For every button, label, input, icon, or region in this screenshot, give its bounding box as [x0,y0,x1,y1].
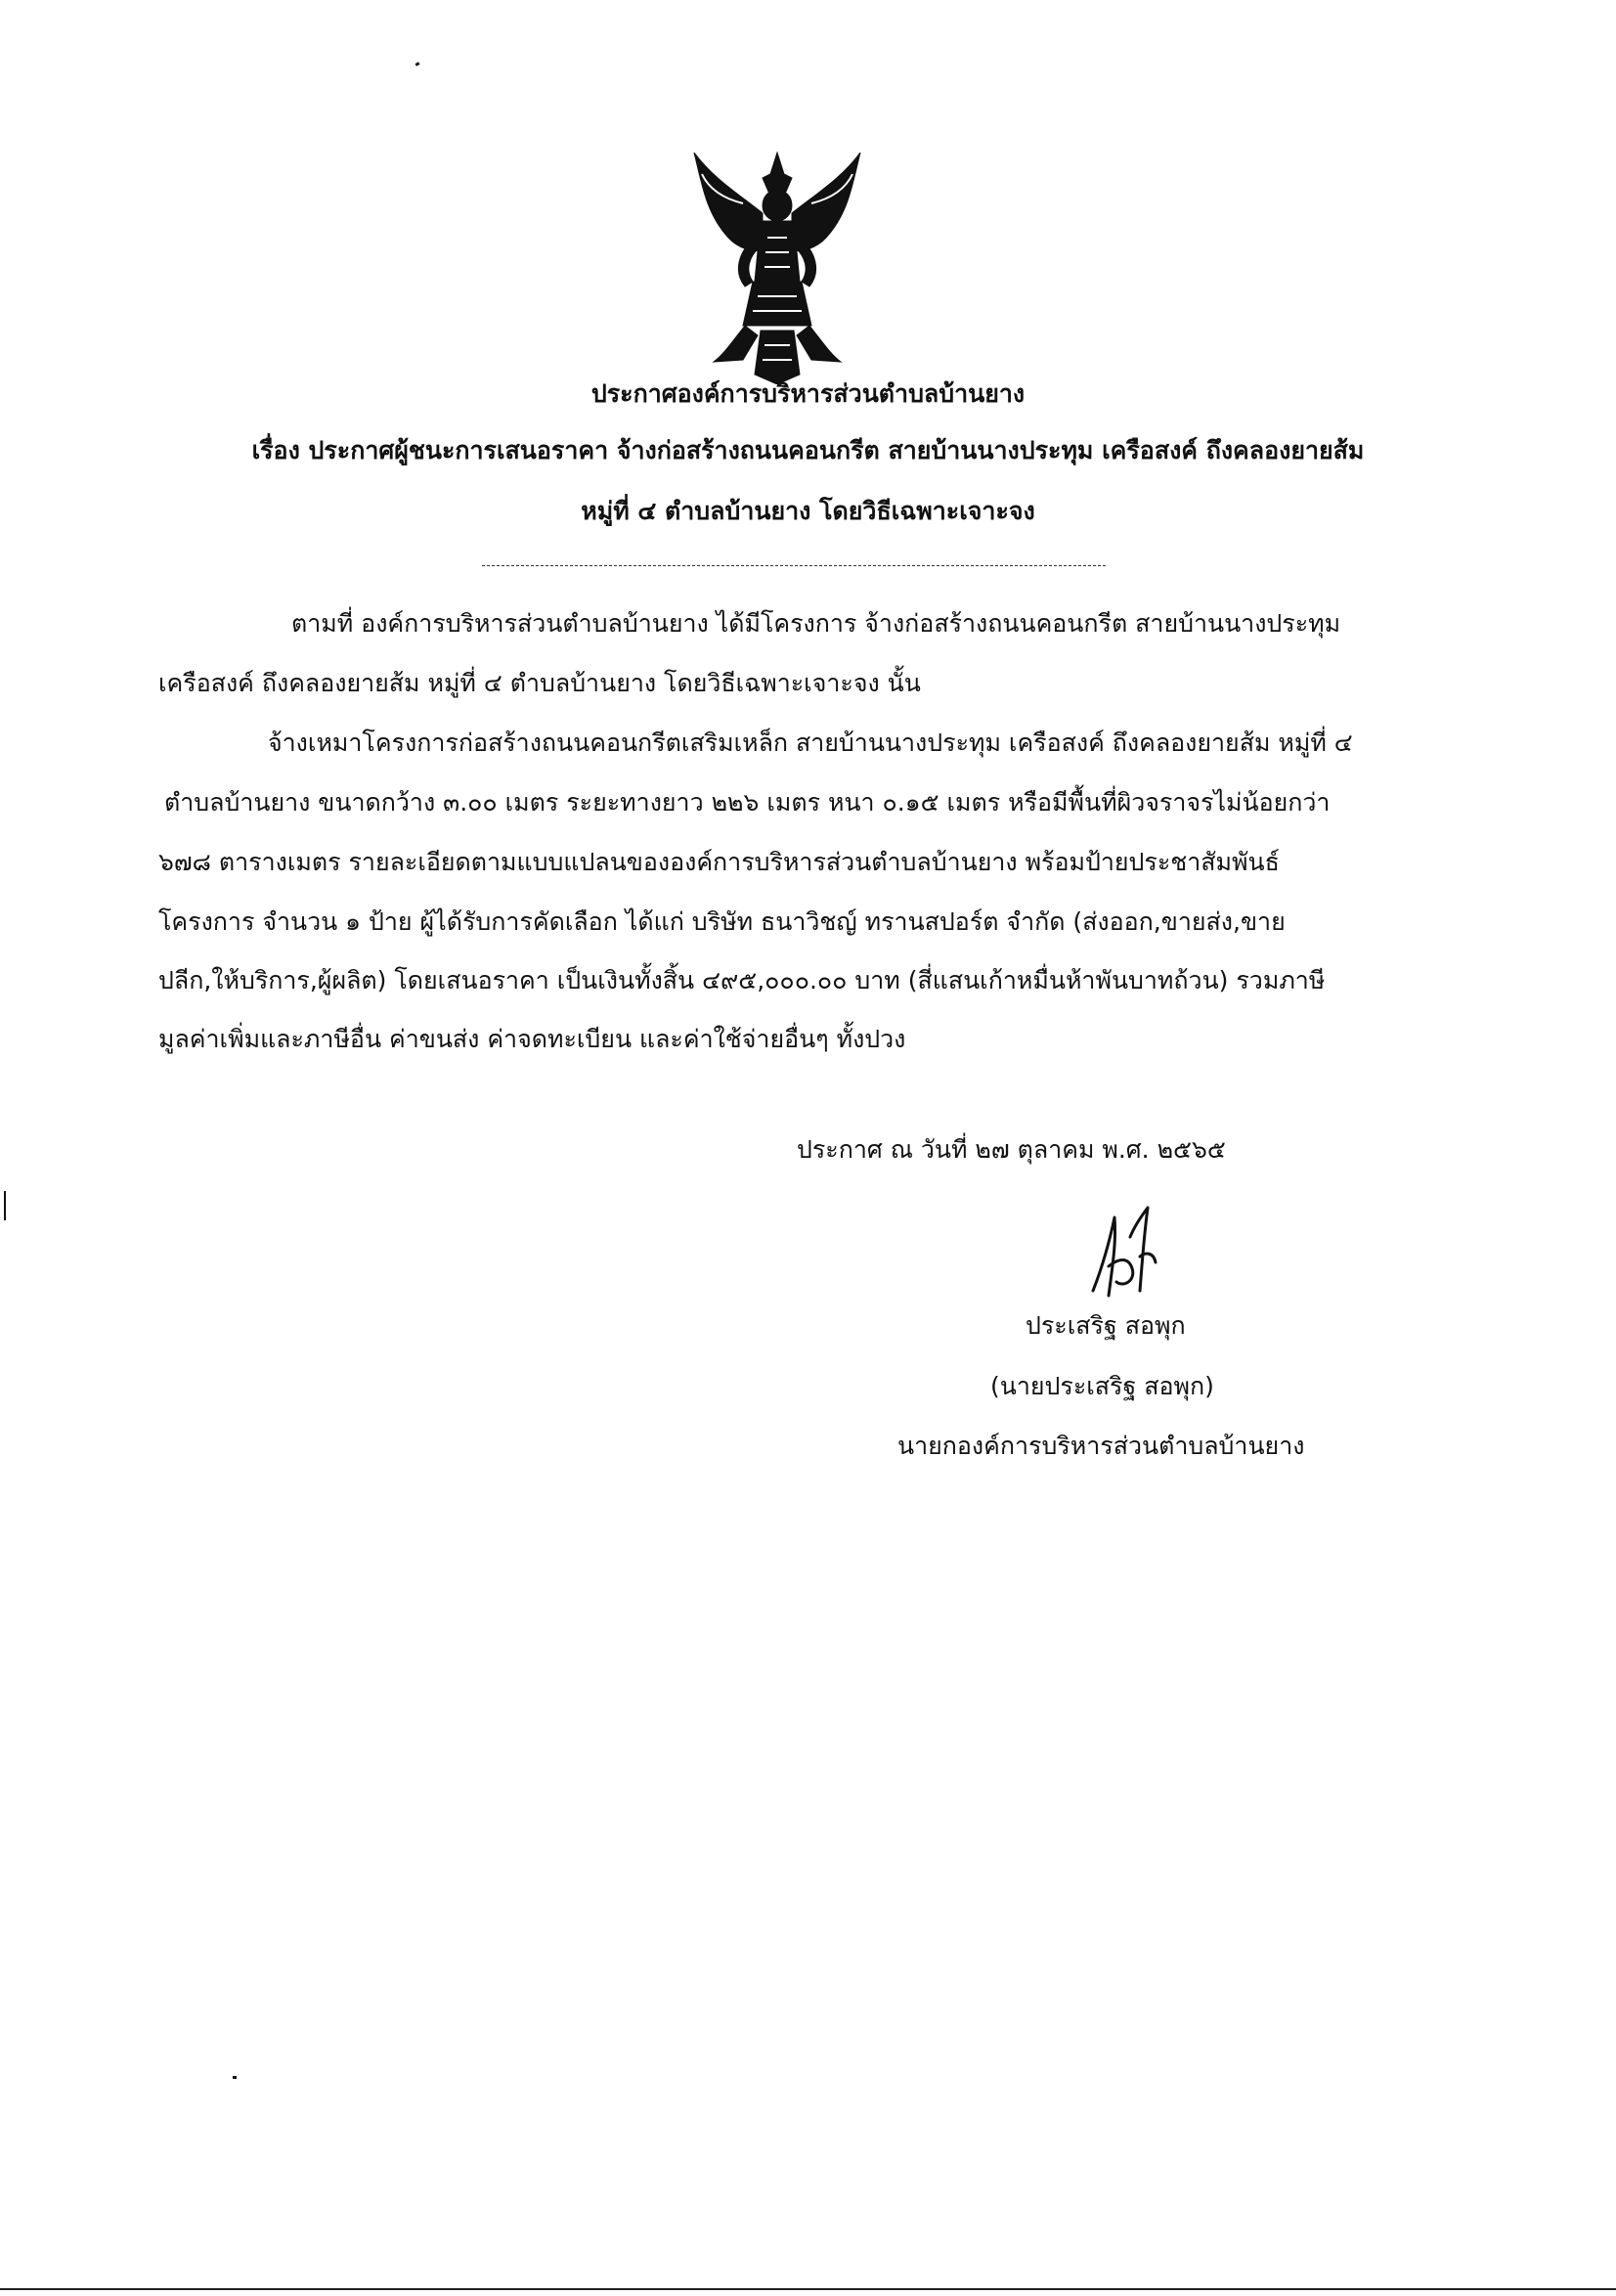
signatory-name: ประเสริฐ สอพุก [1026,1311,1186,1340]
paragraph-1-line-2: เครือสงค์ ถึงคลองยายส้ม หมู่ที่ ๔ ตำบลบ้านยาง โดยวิธีเฉพาะเจาะจง นั้น [158,669,921,697]
handwritten-signature [1083,1198,1161,1305]
signatory-full-name: (นายประเสริฐ สอพุก) [990,1372,1214,1400]
paragraph-2-line-4: โครงการ จำนวน ๑ ป้าย ผู้ได้รับการคัดเลือก ได้แก่ บริษัท ธนาวิชญ์ ทรานสปอร์ต จำกัด (ส่งออก,ขายส่ง,ขาย [158,907,1286,936]
paragraph-2-line-3: ๖๗๘ ตารางเมตร รายละเอียดตามแบบแปลนขององค์การบริหารส่วนตำบลบ้านยาง พร้อมป้ายประชาสัมพันธ์ [158,848,1280,876]
signatory-position: นายกองค์การบริหารส่วนตำบลบ้านยาง [897,1432,1305,1460]
announcement-date: ประกาศ ณ วันที่ ๒๗ ตุลาคม พ.ศ. ๒๕๖๕ [797,1135,1226,1164]
scan-bottom-edge [0,2288,1616,2290]
subject-line-2: หมู่ที่ ๔ ตำบลบ้านยาง โดยวิธีเฉพาะเจาะจง [581,497,1035,525]
paragraph-2-line-5: ปลีก,ให้บริการ,ผู้ผลิต) โดยเสนอราคา เป็นเงินทั้งสิ้น ๔๙๕,๐๐๐.๐๐ บาท (สี่แสนเก้าหมื่นห้าพันบาทถ้วน) รวมภาษี [158,966,1326,994]
scan-speck [233,2076,237,2079]
paragraph-1-line-1: ตามที่ องค์การบริหารส่วนตำบลบ้านยาง ได้มีโครงการ จ้างก่อสร้างถนนคอนกรีต สายบ้านนางประทุม [291,609,1341,638]
announcement-title: ประกาศองค์การบริหารส่วนตำบลบ้านยาง [590,379,1026,408]
garuda-emblem [684,145,870,384]
scan-edge-mark [4,1191,6,1220]
divider-rule [482,565,1106,566]
paragraph-2-line-6: มูลค่าเพิ่มและภาษีอื่น ค่าขนส่ง ค่าจดทะเบียน และค่าใช้จ่ายอื่นๆ ทั้งปวง [158,1025,906,1053]
paragraph-2-line-2: ตำบลบ้านยาง ขนาดกว้าง ๓.๐๐ เมตร ระยะทางยาว ๒๒๖ เมตร หนา ๐.๑๕ เมตร หรือมีพื้นที่ผิวจราจรไม่น้อยกว่า [164,788,1331,817]
scan-speck [415,62,420,66]
paragraph-2-line-1: จ้างเหมาโครงการก่อสร้างถนนคอนกรีตเสริมเหล็ก สายบ้านนางประทุม เครือสงค์ ถึงคลองยายส้ม หมู่ที่ ๔ [268,729,1353,757]
subject-line-1: เรื่อง ประกาศผู้ชนะการเสนอราคา จ้างก่อสร้างถนนคอนกรีต สายบ้านนางประทุม เครือสงค์ ถึงคลองยายส้ม [251,436,1365,464]
